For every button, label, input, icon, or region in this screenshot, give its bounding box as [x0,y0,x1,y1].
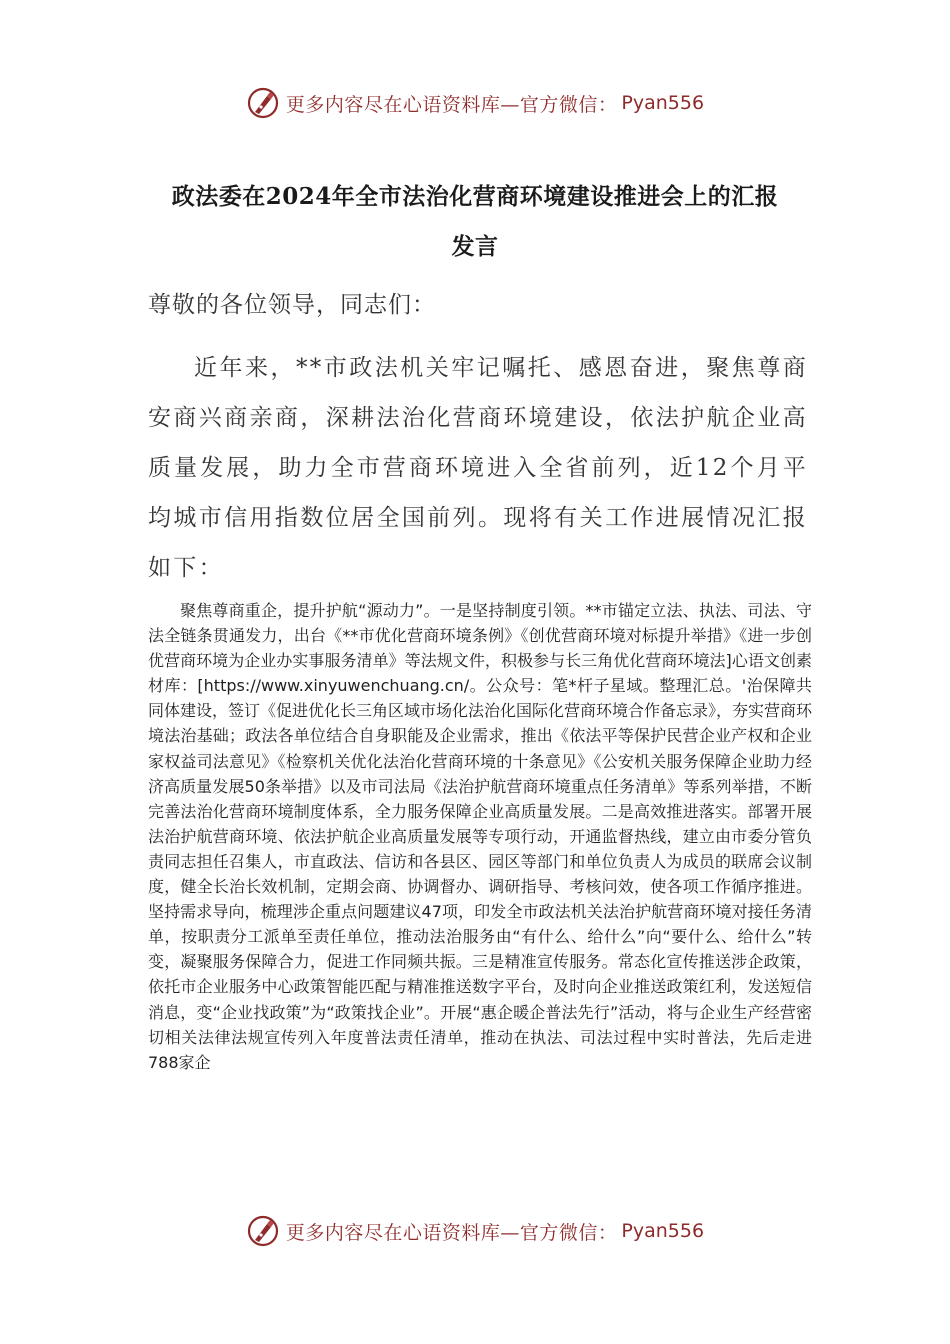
footer-watermark-banner [0,1206,950,1256]
banner-wechat-id: Pyan556 [621,92,705,114]
pen-nib-logo-icon [246,1214,280,1248]
banner-wechat-id: Pyan556 [621,1220,705,1242]
banner-text: 更多内容尽在心语资料库—官方微信： [285,93,618,116]
header-watermark-banner [0,78,950,128]
salutation: 尊敬的各位领导，同志们： [148,292,436,318]
intro-paragraph: 近年来，**市政法机关牢记嘱托、感恩奋进，聚焦尊商安商兴商亲商，深耕法治化营商环境建设，依法护航企业高质量发展，助力全市营商环境进入全省前列，近12个月平均城市信用指数位居全国前列。现将有关工作进展情况汇报如下： [148,355,808,581]
title-line-2: 发言 [451,233,499,260]
title-line-1: 政法委在2024年全市法治化营商环境建设推进会上的汇报 [171,183,779,210]
banner-text: 更多内容尽在心语资料库—官方微信： [285,1221,618,1244]
document-title [130,172,820,272]
body-paragraph: 聚焦尊商重企，提升护航“源动力”。一是坚持制度引领。**市锚定立法、执法、司法、守法全链条贯通发力，出台《**市优化营商环境条例》《创优营商环境对标提升举措》《进一步创优营商环境为企业办实事服务清单》等法规文件，积极参与长三角优化营商环境法]心语文创素材库：[https://www.xinyuwenchuang.cn/。公众号：笔*杆子星域。整理汇总。'治保障共同体建设，签订《促进优化长三角区域市场化法治化国际化营商环境合作备忘录》，夯实营商环境法治基础；政法各单位结合自身职能及企业需求，推出《依法平等保护民营企业产权和企业家权益司法意见》《检察机关优化法治化营商环境的十条意见》《公安机关服务保障企业助力经济高质量发展50条举措》以及市司法局《法治护航营商环境重点任务清单》等系列举措，不断完善法治化营商环境制度体系，全力服务保障企业高质量发展。二是高效推进落实。部署开展法治护航营商环境、依法护航企业高质量发展等专项行动，开通监督热线，建立由市委分管负责同志担任召集人，市直政法、信访和各县区、园区等部门和单位负责人为成员的联席会议制度，健全长治长效机制，定期会商、协调督办、调研指导、考核问效，使各项工作循序推进。坚持需求导向，梳理涉企重点问题建议47项，印发全市政法机关法治护航营商环境对接任务清单，按职责分工派单至责任单位，推动法治服务由“有什么、给什么”向“要什么、给什么”转变，凝聚服务保障合力，促进工作同频共振。三是精准宣传服务。常态化宣传推送涉企政策，依托市企业服务中心政策智能匹配与精准推送数字平台，及时向企业推送政策红利，发送短信消息，变“企业找政策”为“政策找企业”。开展“惠企暖企普法先行”活动，将与企业生产经营密切相关法律法规宣传列入年度普法责任清单，推动在执法、司法过程中实时普法，先后走进788家企 [148,601,813,1072]
pen-nib-logo-icon [246,86,280,120]
